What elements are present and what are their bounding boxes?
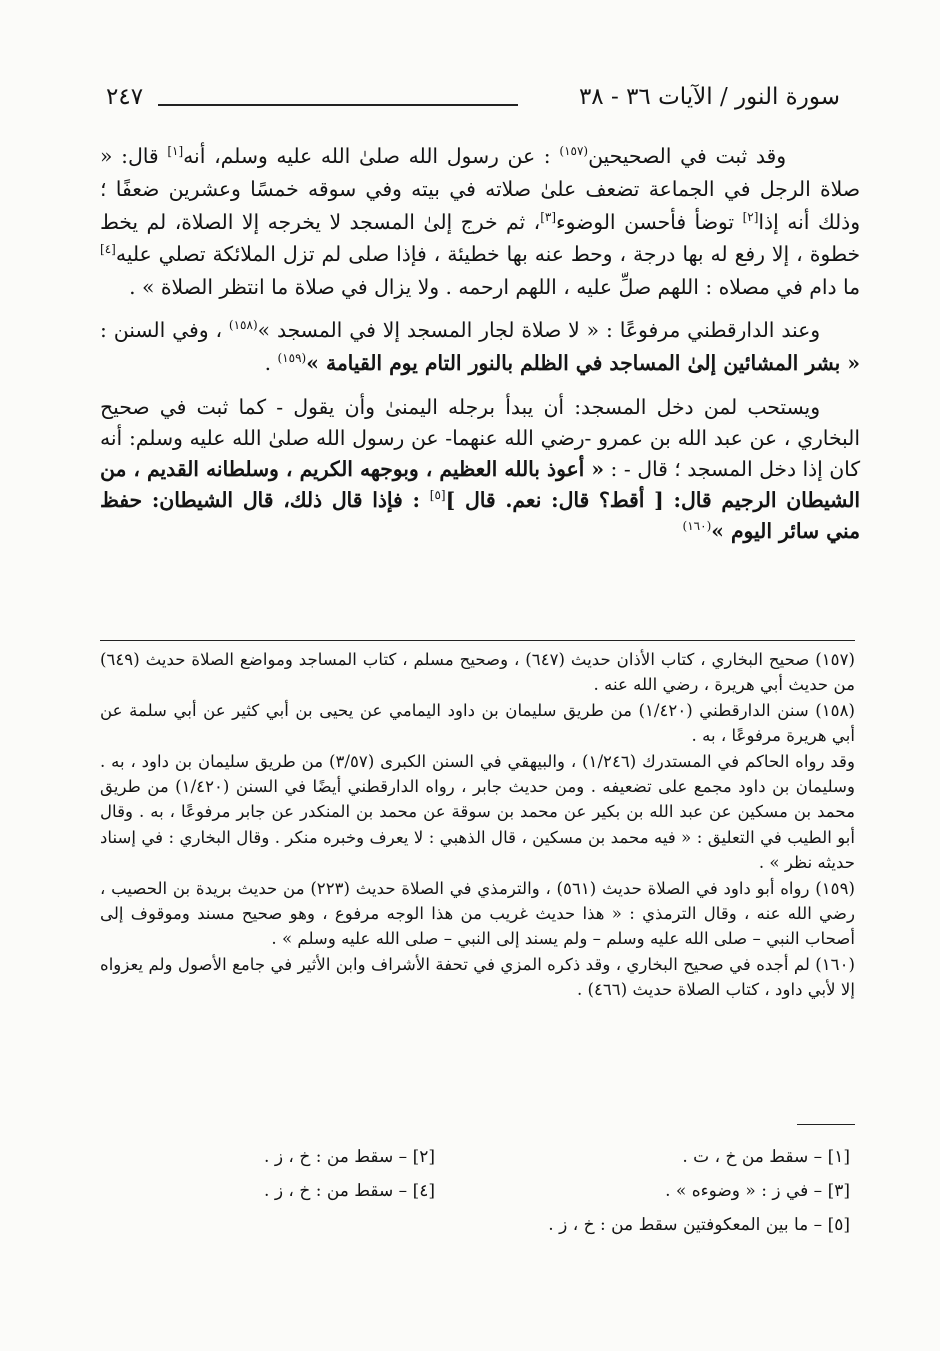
variant-4: [٤] – سقط من : خ ، ز .: [264, 1181, 435, 1201]
manuscript-variants: [100, 1140, 855, 1242]
text-run: ، وفي السنن :: [100, 317, 229, 342]
text-run: : عن رسول الله صلىٰ الله عليه وسلم، أنه: [183, 144, 560, 168]
footnotes: [100, 647, 855, 1003]
footnote-separator: [100, 640, 855, 641]
page-header: [100, 84, 840, 118]
footnote-158: (١٥٨) سنن الدارقطني (١/٤٢٠) من طريق سليمان بن داود اليمامي عن يحيى بن أبي كثير عن أبي سلمة عن أبي هريرة مرفوعًا ، به .: [100, 700, 855, 746]
paragraph-3: [100, 392, 860, 548]
text-run: ويستحب لمن دخل المسجد: أن يبدأ برجله اليمنىٰ وأن يقول - كما ثبت في صحيح البخاري ، عن عبد الله بن عمرو -رضي الله عنهما- عن رسول الله صلىٰ الله عليه وسلم: أنه كان إذا دخل المسجد ؛ قال - :: [100, 394, 860, 481]
variant-ref: [٣]: [540, 209, 557, 224]
variants-row: [100, 1174, 855, 1208]
footnote-160: (١٦٠) لم أجده في صحيح البخاري ، وقد ذكره المزي في تحفة الأشراف وابن الأثير في جامع الأصول ولم يعزواه إلا لأبي داود ، كتاب الصلاة حديث (٤٦٦) .: [100, 954, 855, 1000]
variant-5: [٥] – ما بين المعكوفتين سقط من : خ ، ز .: [548, 1215, 850, 1235]
footnote-ref: (١٥٨): [228, 318, 258, 333]
variants-row: [100, 1208, 855, 1242]
page-number: ٢٤٧: [106, 84, 144, 110]
text-run: ، ثم خرج إلىٰ المسجد لا يخرجه إلا الصلاة، لم يخط خطوة ، إلا رفع له بها درجة ، وحط عنه بها خطيئة ، فإذا صلى لم تزل الملائكة تصلي عليه: [100, 209, 860, 267]
hadith-quote: « أعوذ بالله العظيم ، وبوجهه الكريم ، وسلطانه القديم ، من الشيطان الرجيم قال: [ أقط؟ قال: نعم. قال ]: [100, 456, 861, 513]
text-run: توضأ فأحسن الوضوء: [556, 209, 743, 234]
variant-1: [١] – سقط من خ ، ت .: [682, 1147, 850, 1167]
variant-ref: [١]: [167, 144, 184, 159]
footnote-ref: (١٥٩): [277, 351, 307, 366]
footnote-158-continued: وقد رواه الحاكم في المستدرك (١/٢٤٦) ، والبيهقي في السنن الكبرى (٣/٥٧) من طريق سليمان بن داود ، به . وسليمان بن داود مجمع على تضعيفه . ومن حديث جابر ، رواه الدارقطني أيضًا في السنن (١/٤٢٠) من طريق محمد بن مسكين عن عبد الله بن بكير عن محمد بن سوقة عن محمد بن المنكدر عن جابر مرفوعًا ، به . وقال أبو الطيب في التعليق : « فيه محمد بن مسكين ، قال الذهبي : لا يعرف وخبره منكر . وقال البخاري : في إسناد حديثه نظر » .: [100, 751, 855, 873]
text-run: قال: « صلاة الرجل في الجماعة تضعف علىٰ صلاته في بيته وفي سوقه خمسًا وعشرين ضعفًا ؛ وذلك أنه إذا: [100, 144, 860, 234]
header-rule: [158, 104, 518, 106]
footnote-ref: (١٥٧): [559, 144, 589, 159]
footnote-ref: (١٦٠): [682, 519, 712, 534]
variants-separator: [797, 1124, 855, 1125]
running-title: سورة النور / الآيات ٣٦ - ٣٨: [578, 84, 840, 110]
paragraph-1: [100, 140, 860, 304]
text-run: وقد ثبت في الصحيحين: [588, 144, 786, 168]
main-text: [100, 140, 860, 558]
footnote-157: (١٥٧) صحيح البخاري ، كتاب الأذان حديث (٦٤٧) ، وصحيح مسلم ، كتاب المساجد ومواضع الصلاة حديث (٦٤٩) من حديث أبي هريرة ، رضي الله عنه .: [100, 650, 855, 695]
variant-ref: [٤]: [100, 242, 116, 257]
hadith-quote: « بشر المشائين إلىٰ المساجد في الظلم بالنور التام يوم القيامة »: [306, 350, 860, 375]
paragraph-2: [100, 314, 860, 380]
text-run: وعند الدارقطني مرفوعًا : « لا صلاة لجار المسجد إلا في المسجد »: [257, 317, 820, 342]
text-run: .: [264, 350, 278, 375]
variant-ref: [٢]: [742, 209, 759, 224]
variants-row: [100, 1140, 855, 1174]
variant-2: [٢] – سقط من : خ ، ز .: [264, 1147, 435, 1167]
variant-3: [٣] – في ز : « وضوءه » .: [665, 1181, 850, 1201]
variant-ref: [٥]: [429, 488, 446, 503]
footnote-159: (١٥٩) رواه أبو داود في الصلاة حديث (٥٦١) ، والترمذي في الصلاة حديث (٢٢٣) من حديث بريدة بن الحصيب ، رضي الله عنه ، وقال الترمذي : « هذا حديث غريب من هذا الوجه مرفوع ، وهو صحيح مسند وموقوف إلى أصحاب النبي – صلى الله عليه وسلم – ولم يسند إلى النبي – صلى الله عليه وسلم » .: [100, 878, 855, 949]
text-run: ما دام في مصلاه : اللهم صلِّ عليه ، اللهم ارحمه . ولا يزال في صلاة ما انتظر الصلاة » .: [129, 275, 860, 300]
hadith-quote: : فإذا قال ذلك، قال الشيطان: حفظ مني سائر اليوم »: [100, 488, 860, 544]
